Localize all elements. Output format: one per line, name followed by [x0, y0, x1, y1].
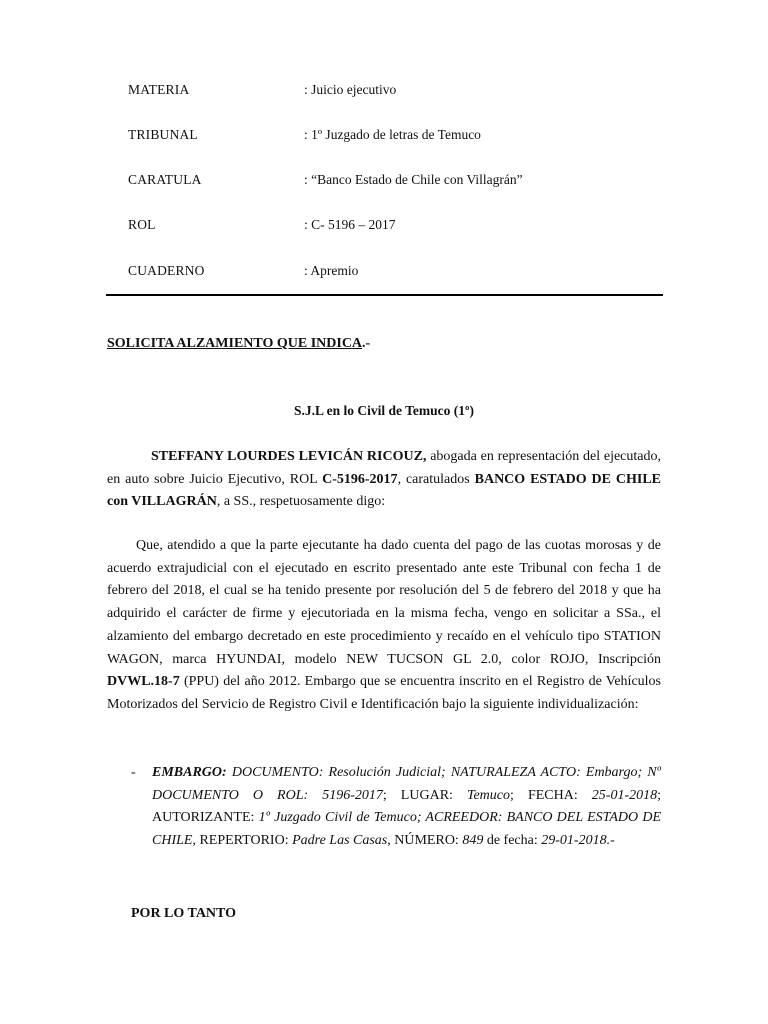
- embargo-repertorio: Padre Las Casas: [292, 833, 388, 849]
- petition-suffix: .-: [362, 336, 371, 351]
- tribunal-value: : 1º Juzgado de letras de Temuco: [304, 127, 481, 142]
- intro-text-2: , caratulados: [397, 471, 475, 487]
- embargo-text-6: de fecha:: [483, 833, 542, 849]
- embargo-detail-1: DOCUMENTO: Resolución Judicial; NATURALEZA ACTO: Embargo; Nº DOCUMENTO O ROL: 5196-2017: [152, 765, 661, 803]
- bullet-marker: -: [131, 765, 136, 780]
- lawyer-name: STEFFANY LOURDES LEVICÁN RICOUZ,: [151, 449, 427, 464]
- closing-heading: POR LO TANTO: [131, 906, 237, 921]
- court-addressee: S.J.L en lo Civil de Temuco (1º): [294, 403, 474, 418]
- cuaderno-value: : Apremio: [304, 263, 359, 278]
- petition-title: SOLICITA ALZAMIENTO QUE INDICA: [107, 336, 363, 351]
- embargo-numero: 849: [462, 833, 484, 849]
- materia-label: MATERIA: [128, 82, 190, 97]
- case-rol: C-5196-2017: [322, 471, 398, 487]
- body-text-2: (PPU) del año 2012. Embargo que se encuentra inscrito en el Registro de Vehículos Motorizados del Servicio de Registro Civil e Identificación bajo la siguiente individualización:: [107, 674, 661, 712]
- case-caratulado: BANCO ESTADO DE CHILE con VILLAGRÁN: [107, 471, 661, 510]
- embargo-fecha: 25-01-2018: [591, 787, 658, 803]
- intro-text-1: abogada en representación del ejecutado, en auto sobre Juicio Ejecutivo, ROL: [107, 449, 662, 487]
- embargo-lugar: Temuco: [466, 787, 511, 803]
- caratula-label: CARATULA: [128, 172, 202, 187]
- embargo-autorizante: 1º Juzgado Civil de Temuco; ACREEDOR: BANCO DEL ESTADO DE CHILE: [152, 810, 661, 849]
- tribunal-label: TRIBUNAL: [128, 127, 198, 142]
- intro-text-3: , a SS., respetuosamente digo:: [216, 494, 386, 510]
- embargo-text-5: , NÚMERO:: [387, 833, 463, 849]
- body-text-1: Que, atendido a que la parte ejecutante ha dado cuenta del pago de las cuotas morosas y de acuerdo extrajudicial con el ejecutado en escrito presentado ante este Tribunal con fecha 1 de febrero del 2018, el cual se ha tenido presente por resolución del 5 de febrero del 2018 y que ha adquirido el carácter de firme y ejecutoriada en la misma fecha, vengo en solicitar a SSa., el alzamiento del embargo decretado en este procedimiento y recaído en el vehículo tipo STATION WAGON, marca HYUNDAI, modelo NEW TUCSON GL 2.0, color ROJO, Inscripción: [107, 538, 661, 667]
- vehicle-plate: DVWL.18-7: [107, 674, 180, 690]
- petition-heading: [107, 336, 370, 352]
- embargo-text-1: ; LUGAR:: [382, 787, 467, 803]
- body-paragraph: [107, 535, 661, 717]
- rol-label: ROL: [128, 217, 156, 232]
- embargo-bullet: [152, 762, 661, 853]
- embargo-label: EMBARGO:: [152, 765, 227, 780]
- embargo-text-4: , REPERTORIO:: [192, 833, 293, 849]
- intro-paragraph: [107, 446, 661, 514]
- embargo-text-3: ; AUTORIZANTE:: [152, 787, 661, 826]
- embargo-fecha-inscripcion: 29-01-2018.-: [541, 833, 615, 849]
- rol-value: : C- 5196 – 2017: [304, 217, 396, 232]
- header-divider: [106, 294, 663, 296]
- cuaderno-label: CUADERNO: [128, 263, 205, 278]
- materia-value: : Juicio ejecutivo: [304, 82, 397, 97]
- caratula-value: : “Banco Estado de Chile con Villagrán”: [304, 172, 523, 187]
- embargo-text-2: ; FECHA:: [510, 787, 592, 803]
